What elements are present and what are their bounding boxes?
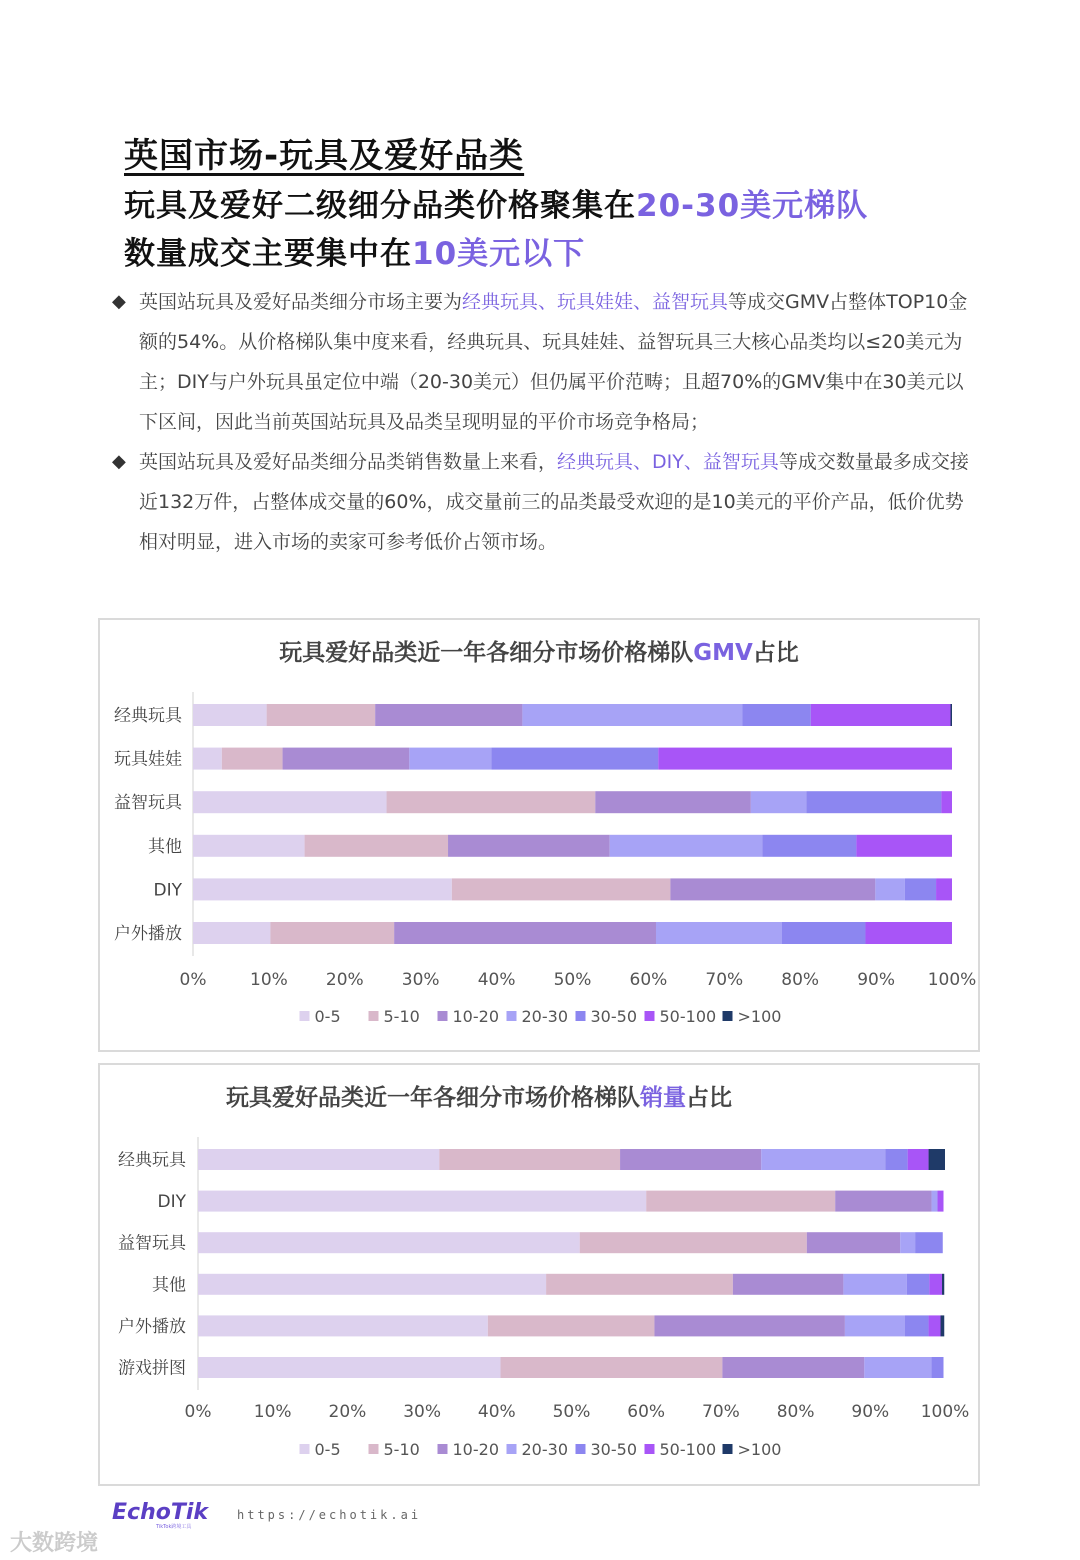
legend-label: 10-20 [452,1007,499,1026]
x-tick-label: 100% [920,1402,970,1422]
subtitle-1-text: 玩具及爱好二级细分品类价格聚集在 [124,188,636,224]
bar-segment [394,922,656,944]
bar-segment [193,878,452,900]
subtitle-2-text: 数量成交主要集中在 [124,236,412,272]
legend-swatch [300,1011,310,1021]
chart-title-suffix: 占比 [752,640,799,666]
bar-segment [936,878,952,900]
chart-title-highlight: GMV [693,640,753,666]
x-tick-label: 50% [553,970,592,990]
legend-swatch [438,1444,448,1454]
bar-segment [409,748,491,770]
x-tick-label: 60% [629,970,668,990]
bar-segment [198,1357,501,1378]
bullet-highlight: 经典玩具、玩具娃娃、益智玩具 [462,291,729,313]
category-label: 玩具娃娃 [114,749,182,770]
bar-segment [375,704,522,726]
bar-segment [501,1357,723,1378]
category-label: DIY [157,1192,186,1213]
bar-segment [222,748,283,770]
legend-label: 10-20 [452,1440,499,1459]
subtitle-2-highlight: 10美元以下 [412,236,586,272]
bar-segment [942,1274,944,1295]
bullet-text: 等成交GMV占整体TOP10金额的54%。从价格梯队集中度来看，经典玩具、玩具娃娃、益智玩具三大核心品类均以≤20美元为主；DIY与户外玩具虽定位中端（20-30美元）但仍属平价范畴；且超70%的GMV集中在30美元以下区间，因此当前英国站玩具及品类呈现明显的平价市场竞争格局； [139,291,968,433]
category-label: 户外播放 [118,1316,186,1337]
bullet-item [112,442,972,562]
legend-swatch [723,1444,733,1454]
bar-segment [932,1191,938,1212]
x-tick-label: 10% [250,970,288,990]
page-title: 英国市场-玩具及爱好品类 [124,136,525,176]
bar-segment [743,704,811,726]
diamond-bullet-icon: ◆ [112,291,126,312]
x-tick-label: 40% [477,1402,516,1422]
bar-segment [941,1315,945,1336]
x-tick-label: 20% [325,970,364,990]
bar-segment [646,1191,835,1212]
chart-title-suffix: 占比 [686,1085,732,1111]
bar-segment [835,1191,931,1212]
legend-label: 50-100 [659,1440,717,1459]
bar-segment [198,1232,580,1253]
legend-label: 50-100 [659,1007,717,1026]
chart-title-text: 玩具爱好品类近一年各细分市场价格梯队 [279,640,694,666]
bar-segment [670,878,875,900]
bar-segment [929,1149,945,1170]
category-label: 益智玩具 [118,1233,186,1254]
legend-label: 30-50 [590,1440,637,1459]
bar-segment [656,922,782,944]
bar-segment [198,1191,646,1212]
legend-swatch [507,1444,517,1454]
legend-swatch [507,1011,517,1021]
legend-swatch [576,1444,586,1454]
bar-segment [807,1232,900,1253]
legend-swatch [723,1011,733,1021]
category-label: 其他 [152,1275,186,1296]
gmv-stacked-bar-chart [100,620,978,1050]
bullet-highlight: 经典玩具、DIY、益智玩具 [557,451,779,473]
watermark: 大数跨境 [10,1531,99,1556]
bar-segment [885,1149,907,1170]
bar-segment [865,922,952,944]
bar-segment [491,748,658,770]
category-label: DIY [153,880,182,901]
category-label: 经典玩具 [114,706,182,726]
bar-segment [864,1357,931,1378]
x-tick-label: 70% [702,1402,740,1422]
category-label: 益智玩具 [114,793,182,814]
legend-swatch [300,1444,310,1454]
x-tick-label: 50% [552,1402,591,1422]
bullet-list [112,282,972,562]
bar-segment [439,1149,620,1170]
x-tick-label: 60% [627,1402,666,1422]
category-label: 户外播放 [114,924,182,944]
x-tick-label: 30% [403,1402,441,1422]
x-tick-label: 10% [253,1402,292,1422]
x-tick-label: 90% [857,970,895,990]
bar-segment [387,791,596,813]
bar-segment [907,1274,929,1295]
legend-swatch [438,1011,448,1021]
legend-label: 0-5 [314,1440,341,1459]
bar-segment [845,1315,905,1336]
category-label: 其他 [148,836,182,857]
bar-segment [782,922,865,944]
bar-segment [270,922,394,944]
x-tick-label: 80% [781,970,820,990]
bar-segment [733,1274,844,1295]
footer-url: https://echotik.ai [237,1508,422,1522]
legend-label: 5-10 [383,1440,420,1459]
bar-segment [658,748,952,770]
bar-segment [193,748,222,770]
bar-segment [915,1232,943,1253]
legend-swatch [576,1011,586,1021]
bar-segment [448,835,610,857]
bar-segment [929,1274,942,1295]
bar-segment [941,791,952,813]
bar-segment [905,1315,929,1336]
bullet-item [112,282,972,442]
x-tick-label: 30% [401,970,440,990]
bar-segment [193,791,387,813]
bar-segment [305,835,448,857]
bar-segment [580,1232,807,1253]
bar-segment [751,791,806,813]
legend-label: >100 [737,1440,782,1459]
bar-segment [620,1149,761,1170]
category-label: 游戏拼图 [118,1358,186,1379]
echotik-logo: EchoTik [112,1500,209,1525]
bullet-text: 等成交数量最多成交接近132万件，占整体成交量的60%，成交量前三的品类最受欢迎的是10美元的平价产品，低价优势相对明显，进入市场的卖家可参考低价占领市场。 [139,451,969,553]
legend-label: 0-5 [314,1007,341,1026]
bar-segment [722,1357,864,1378]
bar-segment [932,1357,944,1378]
legend-swatch [369,1444,379,1454]
bullet-text: 英国站玩具及爱好品类细分品类销售数量上来看， [139,451,558,473]
bar-segment [843,1274,906,1295]
legend-swatch [645,1011,655,1021]
bar-segment [762,835,856,857]
bar-segment [198,1274,546,1295]
x-tick-label: 0% [184,1402,212,1422]
bar-segment [488,1315,655,1336]
bar-segment [806,791,941,813]
logo-subtitle: TikTok跨境工具 [156,1524,192,1530]
bar-segment [595,791,751,813]
subtitle-line-2 [124,228,585,273]
volume-stacked-bar-chart [100,1065,978,1484]
legend-label: 20-30 [521,1440,568,1459]
bar-segment [905,878,936,900]
bar-segment [610,835,763,857]
x-tick-label: 40% [477,970,516,990]
x-tick-label: 80% [776,1402,815,1422]
category-label: 经典玩具 [118,1150,186,1171]
bar-segment [929,1315,941,1336]
bullet-text: 英国站玩具及爱好品类细分市场主要为 [139,291,463,313]
bar-segment [193,922,270,944]
diamond-bullet-icon: ◆ [112,451,126,472]
subtitle-1-highlight: 20-30美元梯队 [636,188,869,224]
x-tick-label: 90% [851,1402,890,1422]
bar-segment [452,878,671,900]
bar-segment [267,704,376,726]
legend-label: >100 [737,1007,782,1026]
bar-segment [761,1149,885,1170]
bar-segment [875,878,905,900]
bar-segment [283,748,410,770]
legend-label: 5-10 [383,1007,420,1026]
chart-title-highlight: 销量 [640,1085,686,1111]
bar-segment [193,835,305,857]
bar-segment [546,1274,733,1295]
x-tick-label: 100% [927,970,977,990]
bar-segment [856,835,952,857]
legend-swatch [645,1444,655,1454]
bar-segment [198,1149,439,1170]
x-tick-label: 20% [328,1402,367,1422]
bar-segment [950,704,952,726]
bar-segment [811,704,951,726]
gmv-chart-panel [98,618,980,1052]
legend-label: 30-50 [590,1007,637,1026]
bar-segment [900,1232,915,1253]
bar-segment [938,1191,944,1212]
x-tick-label: 0% [179,970,207,990]
legend-label: 20-30 [521,1007,568,1026]
bar-segment [522,704,742,726]
bar-segment [198,1315,488,1336]
bar-segment [908,1149,929,1170]
chart-title-text: 玩具爱好品类近一年各细分市场价格梯队 [226,1085,640,1111]
subtitle-line-1 [124,180,868,225]
volume-chart-panel [98,1063,980,1486]
x-tick-label: 70% [705,970,744,990]
bar-segment [654,1315,844,1336]
legend-swatch [369,1011,379,1021]
bar-segment [193,704,267,726]
